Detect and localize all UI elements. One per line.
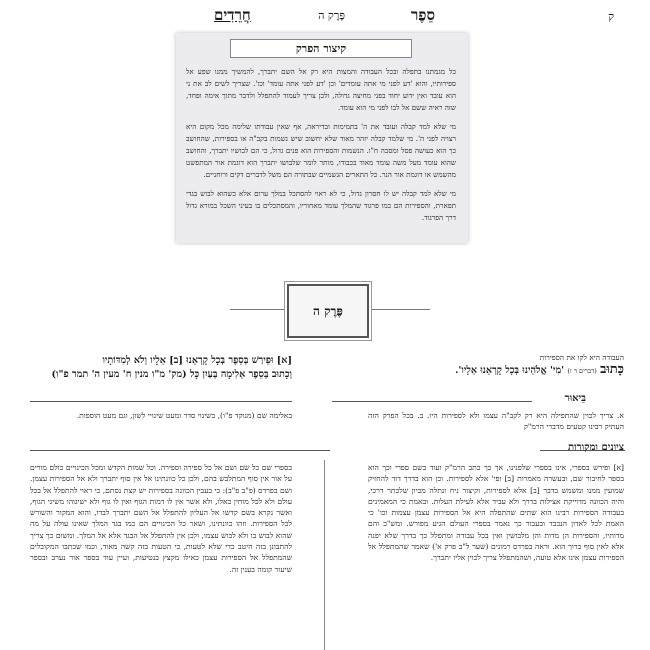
column-separator xyxy=(324,460,325,650)
chapter-title: פֶּרֶק ה xyxy=(313,303,343,318)
summary-paragraph-3: מי שלא למד קבלה יש לו חסרון גדול, כי לא ראוי להסתכל במלך ערום אלא כשהוא לבוש בגדי תפארת, והספירות הם כמו פרגוד שהמלך עומד מאחוריו, והמסתכלים בו בעיני השכל במורא גדול דרך הפרגוד. xyxy=(186,189,456,222)
verse-left-line-1: [א] וּפֵירַשׁ בְּסֵפֶר בְּכָל קָרְאֵנוּ [ב] אֵלָיו וְלֹא לְמִדּוֹתָיו xyxy=(102,355,292,366)
explanation-heading: בֵּיאוּר xyxy=(564,393,586,404)
chapter-title-box xyxy=(287,284,369,338)
page-number: ק xyxy=(608,10,614,23)
sources-right-text: [א] ופירש בספרי, אינו בספרי שלפנינו, אך כך כתב הרמ"ק ועוד בשם ספרי וכך הוא בספר לחיבור שם, ובעשרה מאמרות [ב] ופי' אלא לספירות. וכן הוא בדרך דוד להחזיק שמועין ממנו ומשמש בדבר [ב] אלא לספירות, וקיצור ניח ונתלה מכיון שלכתר דרכי, והיה הכוונה מדוייקת אצילות בדרך ולא עביד אלא לעילת העלות. ובאמת כי המאמינים בעבודה הספירות רבינו הוא שתים שהתפלה היא אל הספירות עצמן עצמות וכו' כי האמת לכל לאדון הנכבד ובעבור כך נאמר בספרי העולם הגיע מפורש. ומש"כ והם מדותיו, והספירות הן מדות והן מלבושין ואין בכל עבודה ומתפלל כך בדרך שלא יפנה אלא לאין סוף ברוך הוא. וראה בפרדס רמונים (שער ל"ב פרק א') שאמר שהמתפלל אל הספירות עצמן אינו אלא טועה, ושהמתפלל צריך לכוין אליו יתברך. xyxy=(368,463,624,563)
explanation-rule-left xyxy=(30,401,292,402)
summary-heading: קיצור הפרק xyxy=(230,39,412,58)
running-chapter-label: פֶּרֶק ה xyxy=(318,9,345,22)
summary-paragraph-1: כל מגמתנו בתפלה ובכל העבודה והמצות היא רק אל השם יתברך, להמשיך ממנו שפע אל ספירותיו, והוא 'דע לפני מי אתה עומדים' וכן 'דע לפני אתה עומד' וכו'. שצריך לשים לב את ני הוא עובד ואין ידוע יחוד בפני מחיצה גדולה, ולכן צריך לעמוד להתפלל ולדבר מתוך אימה ופחד, שזה ראיה ששם אל לבו לפני מי הוא עומד. xyxy=(186,67,456,112)
verse-right-text: 'מִי' אֱלֹהֵינוּ בְּכָל קָרְאֵנוּ אֵלָיו'. xyxy=(455,365,565,377)
running-title-word-1: סֵפֶר xyxy=(410,6,435,24)
summary-paragraph-2: מי שלא למד קבלה ועובד את ה' בתמימות ובדיראה, אף שאין עבודתו שלימה מכל מקום היא רצויה לפני ה'. מי שלמד קבלה יזהר מאוד שלא יחשוב שיש נשמות בקב"ה או בספירות, שהחושב כך הוא כעושה פסל ומסכה ח"ו. הנשמות והספירות הוא פנים גדול, כי הם לבושיו יתברך, והחושב שהוא עומד מעל משה עומד מאוד בכבודו, מותר לומר שלבושו יתברך הוא דוגמת אור המתפשט מהשמש או דוגמת אור הנר. כל התארים הגשמיים שבתורה הם משל לדברים דקים ורוחניים. xyxy=(186,122,456,179)
verse-left-block xyxy=(30,354,292,382)
explanation-rule-right xyxy=(332,401,532,402)
explanation-right-text: א. צריך לכוין שהתפילה היא רק לקב"ה עצמו ולא לספירות היו. ב. בכל הפרק הזה העתיק רבינו קטעים מדברי הרמ"ק xyxy=(368,411,624,432)
page-header xyxy=(0,6,650,28)
verse-right-ref: (דברים ד ז) xyxy=(567,367,597,376)
verse-right-label: כָּתוּב xyxy=(600,362,624,378)
sources-rule-left xyxy=(30,450,330,451)
divider-left xyxy=(230,309,290,310)
verse-right-intro: העבודה היא לקו את הספירות xyxy=(539,353,624,362)
verse-left-line-2: וְכָתוּב בְּסֵפֶר אֵלִימָה בְּעַיִן כָּל (מק' מ"ו מנין ח' מעין ה' תמר פ"ו) xyxy=(51,369,292,380)
divider-right xyxy=(370,309,430,310)
verse-right-block xyxy=(368,352,624,378)
explanation-left-text: באלימה שם (מנוקד פ"ו), בשינוי סדר ומעט שינויי לשון, וגם מעט הוספות. xyxy=(76,411,292,420)
sources-heading: ציונים ומקורות xyxy=(568,442,624,453)
running-title-word-2: חֲרֵדִים xyxy=(214,6,251,24)
sources-left-text: בספרי שם כל שם ושם אל כל ספירה וספירה. וכל שמות הקדש ומכל הכינויים כולם מורים על אור אין סוף המתלבש בהם, ולכן כל כוונתינו אל אין סוף יתברך ולא אל הספירות עצמן. ושם בפרדס (פ"ב פ"ב): כי בעבין הכוונה בספירות יש קצת נסתם, כי ראוי להתפלל אל בכל עולם ולא לכל מוחין כאלו, ולא אשר אין לו דמות הגוף ואין לו גוף ולא ישיגוהו משיגי הגוף, ואשר נקרא בשם קדשו אל העליון להתפלל אל השם יתברך לבדו, והוא המקור והשורש לכל הספירות. וזהו כוונתינו, ושאר כל הכינויים הם כמו בגד המלך שאינו עולה על מה שהוא לבוש בו ולא לבוש עצמו, ולכן אין להתפלל אל הבגד אלא אל המלך. ומשום כך צריך להתבונן בזה היטב כדי שלא לטעות, כי הטעות בזה קשה מאוד, וכמו שכתבו המקובלים שהמתפלל אל הספירות עצמן כאילו מקצץ בנטיעות, ועיין עוד בספר אור נערב ובספר שיעור קומה בענין זה. xyxy=(30,463,292,574)
chapter-summary-box xyxy=(176,33,468,243)
